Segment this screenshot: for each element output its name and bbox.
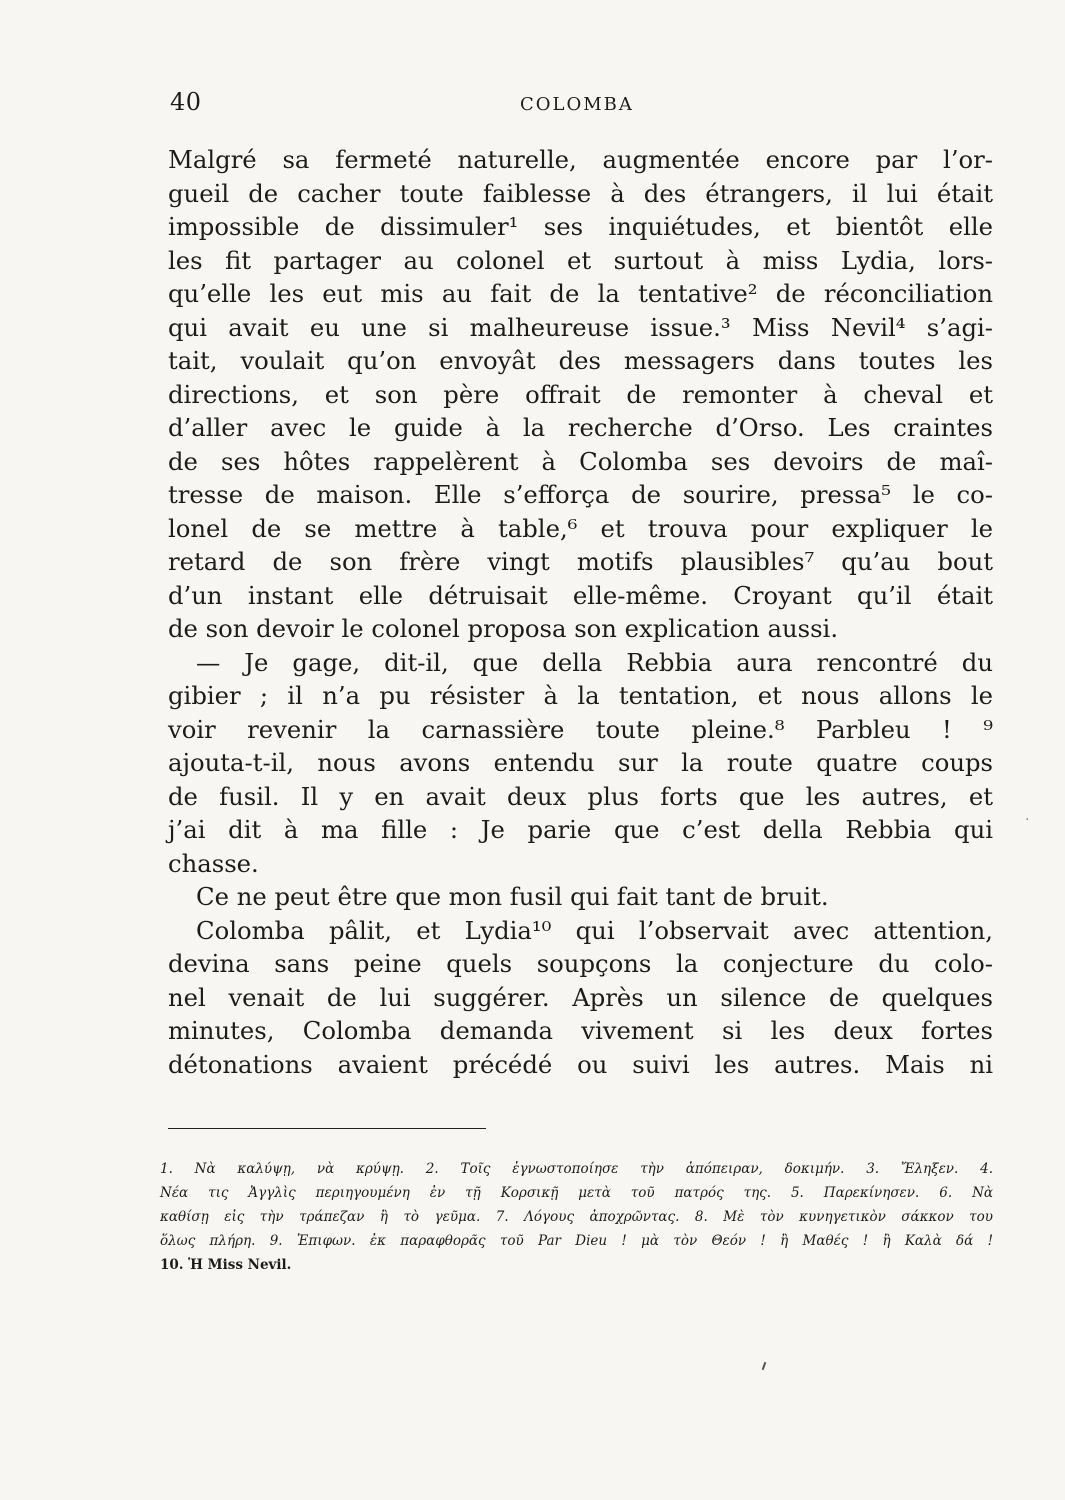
footnote-line: 10. Ἡ Miss Nevil. (160, 1257, 292, 1273)
body-line: tresse de maison. Elle s’efforça de sourire, pressa⁵ le co- (168, 480, 993, 509)
body-line: voir revenir la carnassière toute pleine.⁸ Parbleu ! ⁹ (168, 714, 993, 744)
body-line: Colomba pâlit, et Lydia¹⁰ qui l’observait avec attention, (196, 915, 993, 945)
body-line: d’aller avec le guide à la recherche d’Orso. Les craintes (168, 413, 993, 442)
footnote-divider (168, 1128, 486, 1129)
body-line: les fit partager au colonel et surtout à miss Lydia, lors- (168, 245, 993, 275)
footnote-line: 1. Νὰ καλύψῃ, νὰ κρύψῃ. 2. Τοῖς ἐγνωστοποίησε τὴν ἀπόπειραν, δοκιμήν. 3. Ἔληξεν. 4. (160, 1161, 993, 1177)
body-line: gueil de cacher toute faiblesse à des étrangers, il lui était (168, 178, 993, 208)
body-line: minutes, Colomba demanda vivement si les deux fortes (168, 1016, 993, 1045)
body-line: qui avait eu une si malheureuse issue.³ Miss Nevil⁴ s’agi- (168, 312, 993, 342)
body-line: ajouta-t-il, nous avons entendu sur la route quatre coups (168, 748, 993, 777)
body-line: lonel de se mettre à table,⁶ et trouva pour expliquer le (168, 513, 993, 543)
margin-speck: · (1025, 812, 1030, 828)
body-line: j’ai dit à ma fille : Je parie que c’est della Rebbia qui (168, 815, 993, 844)
body-line: de son devoir le colonel proposa son explication aussi. (168, 614, 839, 643)
running-title: COLOMBA (520, 94, 634, 115)
body-line: impossible de dissimuler¹ ses inquiétudes, et bientôt elle (168, 212, 993, 241)
body-line: de ses hôtes rappelèrent à Colomba ses devoirs de maî- (168, 446, 993, 476)
page-number: 40 (170, 88, 202, 116)
body-line: — Je gage, dit-il, que della Rebbia aura rencontré du (196, 647, 993, 677)
body-line: d’un instant elle détruisait elle-même. Croyant qu’il était (168, 580, 993, 610)
body-line: tait, voulait qu’on envoyât des messagers dans toutes les (168, 346, 993, 375)
body-line: de fusil. Il y en avait deux plus forts que les autres, et (168, 781, 993, 811)
footnote-line: Νέα τις Ἀγγλὶς περιηγουμένη ἐν τῇ Κορσικῇ μετὰ τοῦ πατρός της. 5. Παρεκίνησεν. 6. Νὰ (160, 1185, 993, 1201)
running-head (170, 88, 995, 124)
body-line: Ce ne peut être que mon fusil qui fait tant de bruit. (196, 882, 829, 911)
footnote-line: ὅλως πλήρη. 9. Ἐπιφων. ἐκ παραφθορᾶς τοῦ Par Dieu ! μὰ τὸν Θεόν ! ἢ Μαθές ! ἢ Καλὰ δά ! (160, 1233, 993, 1249)
body-line: nel venait de lui suggérer. Après un silence de quelques (168, 982, 993, 1012)
body-line: devina sans peine quels soupçons la conjecture du colo- (168, 949, 993, 978)
body-text (168, 143, 993, 1081)
body-line: détonations avaient précédé ou suivi les autres. Mais ni (168, 1049, 993, 1079)
body-line: Malgré sa fermeté naturelle, augmentée encore par l’or- (168, 145, 993, 174)
stray-ink-mark (762, 1362, 767, 1370)
footnotes (160, 1157, 993, 1277)
body-line: directions, et son père offrait de remonter à cheval et (168, 379, 993, 409)
body-line: retard de son frère vingt motifs plausibles⁷ qu’au bout (168, 547, 993, 576)
footnote-line: καθίσῃ εἰς τὴν τράπεζαν ἢ τὸ γεῦμα. 7. Λόγους ἀποχρῶντας. 8. Μὲ τὸν κυνηγετικὸν σάκκον του (160, 1209, 993, 1225)
body-line: qu’elle les eut mis au fait de la tentative² de réconciliation (168, 279, 993, 308)
body-line: chasse. (168, 848, 259, 878)
body-line: gibier ; il n’a pu résister à la tentation, et nous allons le (168, 681, 993, 710)
